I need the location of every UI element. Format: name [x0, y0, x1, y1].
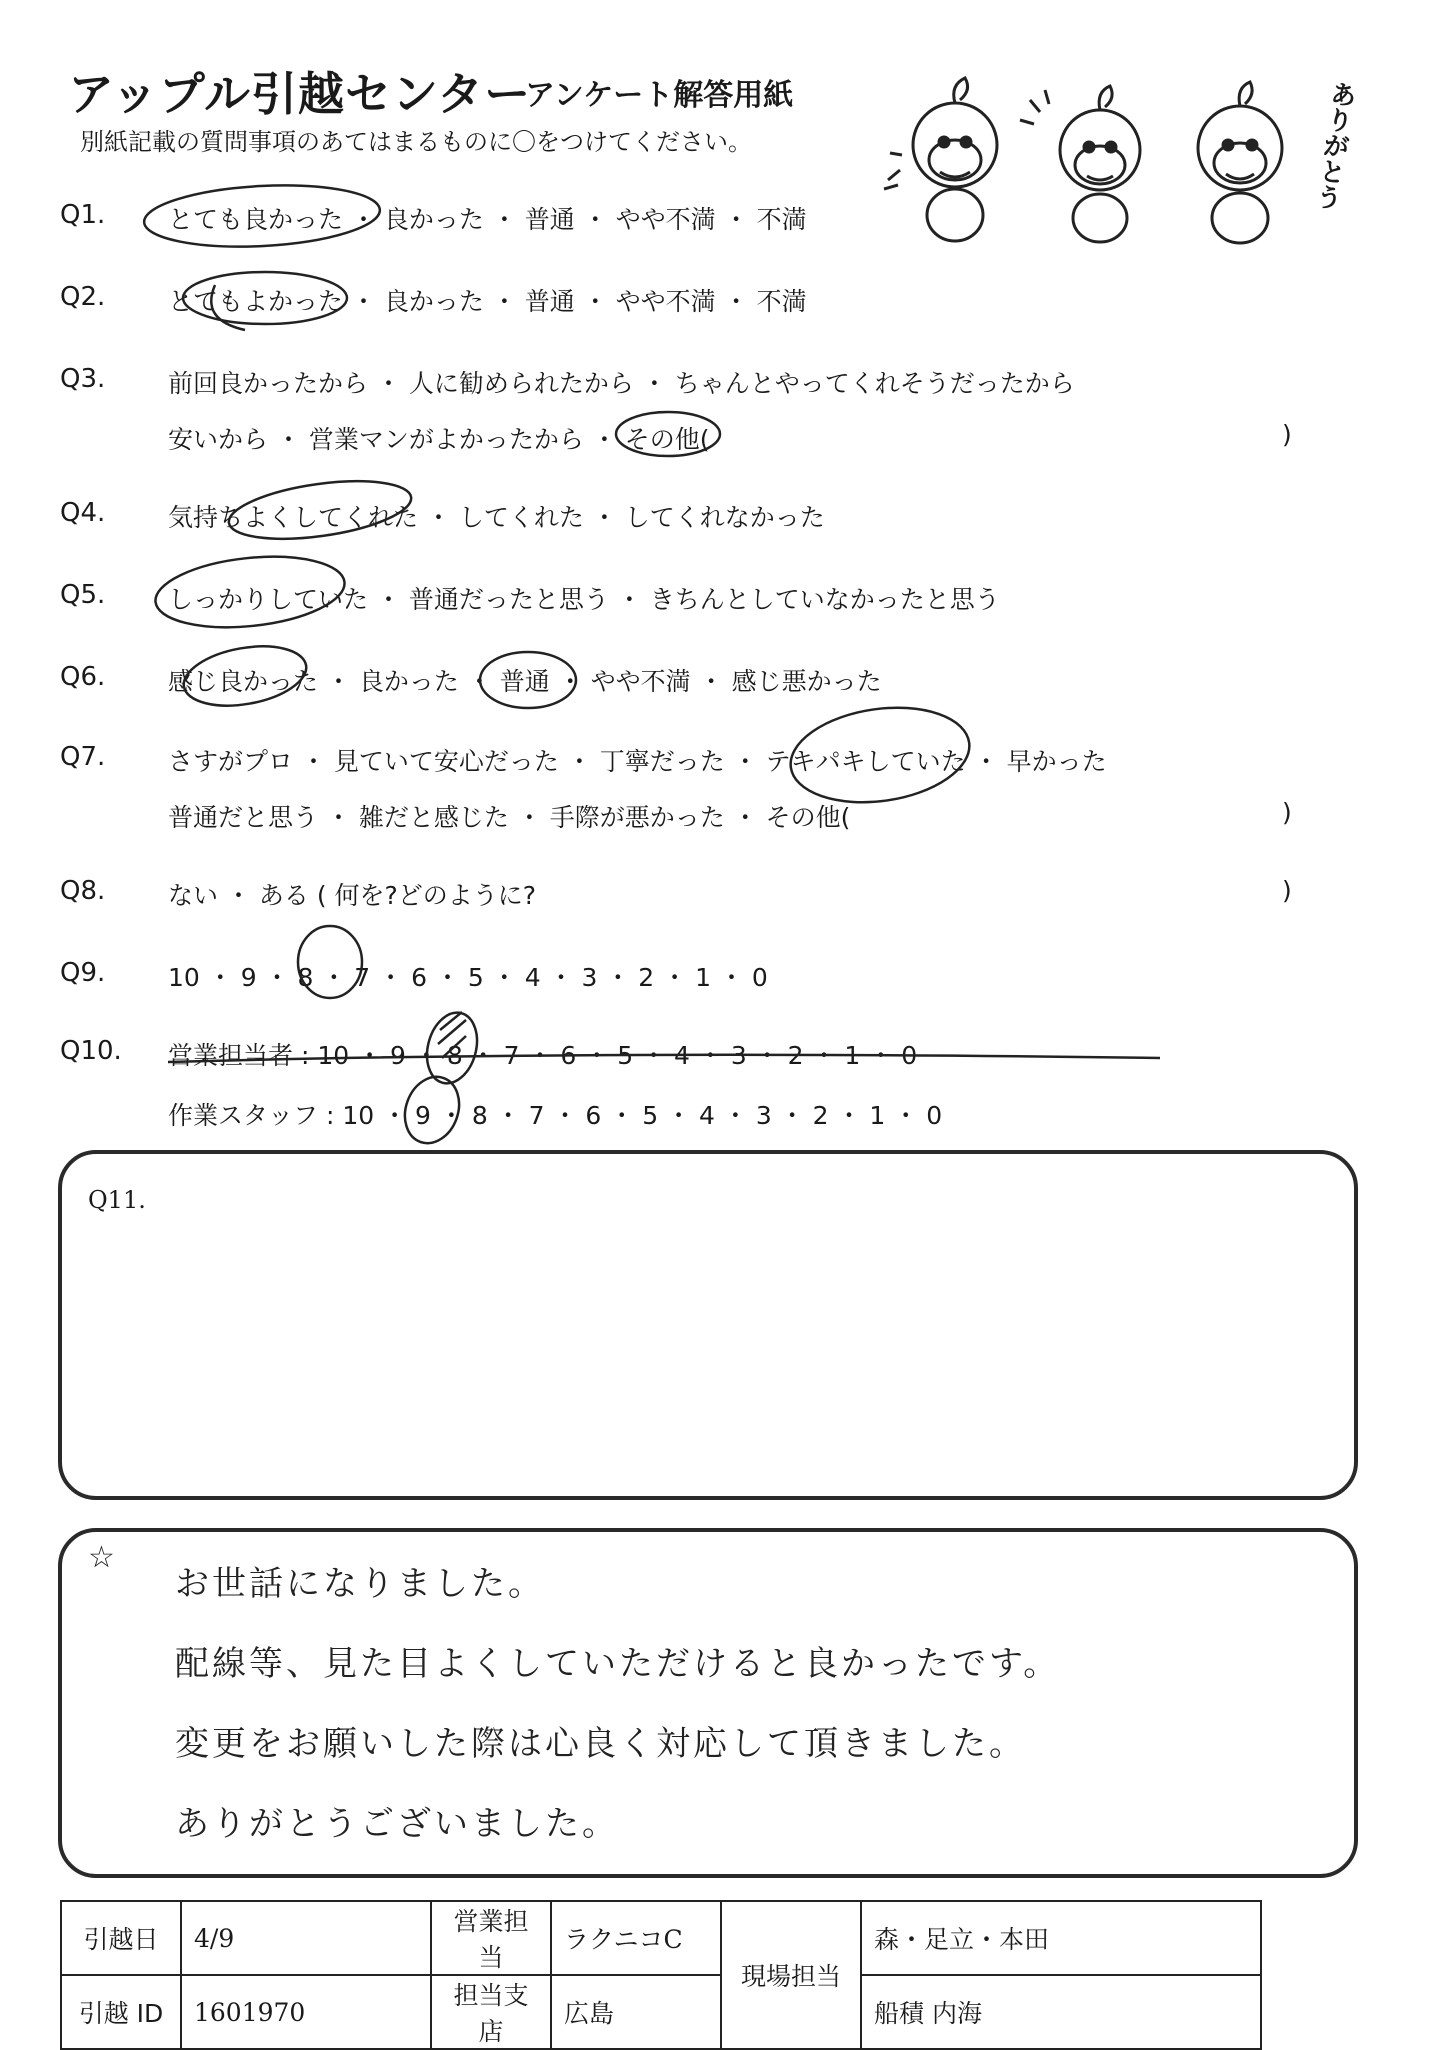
- question-number: Q3.: [60, 364, 106, 394]
- branch-value: 広島: [551, 1975, 721, 2049]
- close-paren: ): [1282, 798, 1292, 827]
- question-number: Q6.: [60, 662, 106, 692]
- q8-options: ない ・ ある ( 何を?どのように?: [168, 881, 537, 910]
- q4-options: 気持ちよくしてくれた ・ してくれた ・ してくれなかった: [168, 503, 825, 532]
- table-row: [61, 1901, 1261, 1975]
- question-number: Q7.: [60, 742, 106, 772]
- question-number: Q9.: [60, 958, 106, 988]
- question-number: Q4.: [60, 498, 106, 528]
- company-name: アップル引越センター: [68, 67, 532, 121]
- q6-options: 感じ良かった ・ 良かった ・ 普通 ・ やや不満 ・ 感じ悪かった: [168, 667, 882, 696]
- q2-options: とてもよかった ・ 良かった ・ 普通 ・ やや不満 ・ 不満: [168, 287, 807, 316]
- close-paren: ): [1282, 420, 1292, 449]
- close-paren: ): [1282, 876, 1292, 905]
- sales-rep-label: 営業担当: [431, 1901, 551, 1975]
- footer-info-table: [60, 1900, 1262, 2050]
- q5-options: しっかりしていた ・ 普通だったと思う ・ きちんとしていなかったと思う: [168, 585, 1000, 614]
- question-number: Q5.: [60, 580, 106, 610]
- q10-staff-scale: 作業スタッフ : 10 ・ 9 ・ 8 ・ 7 ・ 6 ・ 5 ・ 4 ・ 3 ・ 2 ・ 1 ・ 0: [168, 1101, 943, 1130]
- q7-options-line2: 普通だと思う ・ 雑だと感じた ・ 手際が悪かった ・ その他(: [168, 803, 851, 832]
- mascot-monkeys-illustration: [880, 60, 1350, 250]
- comment-line: 配線等、見た目よくしていただけると良かったです。: [175, 1644, 1061, 1684]
- question-number: Q2.: [60, 282, 106, 312]
- question-number: Q10.: [60, 1036, 122, 1066]
- q9-scale: 10 ・ 9 ・ 8 ・ 7 ・ 6 ・ 5 ・ 4 ・ 3 ・ 2 ・ 1 ・ 0: [168, 963, 768, 992]
- move-date-label: 引越日: [61, 1901, 181, 1975]
- sales-rep-value: ラクニコC: [551, 1901, 721, 1975]
- q3-options-line2: 安いから ・ 営業マンがよかったから ・ その他(: [168, 425, 710, 454]
- form-title: アンケート解答用紙: [525, 78, 794, 113]
- site-staff-label: 現場担当: [721, 1901, 861, 2049]
- q11-label: Q11.: [88, 1186, 146, 1214]
- branch-label: 担当支店: [431, 1975, 551, 2049]
- instruction-text: 別紙記載の質問事項のあてはまるものに〇をつけてください。: [80, 128, 752, 156]
- move-id-label: 引越 ID: [61, 1975, 181, 2049]
- site-staff-value-2: 船積 内海: [861, 1975, 1261, 2049]
- q11-comment-box: [58, 1150, 1358, 1500]
- move-date-value: 4/9: [181, 1901, 431, 1975]
- q3-options-line1: 前回良かったから ・ 人に勧められたから ・ ちゃんとやってくれそうだったから: [168, 369, 1075, 398]
- comment-line: ありがとうございました。: [175, 1804, 619, 1844]
- move-id-value: 1601970: [181, 1975, 431, 2049]
- site-staff-value-1: 森・足立・本田: [861, 1901, 1261, 1975]
- question-number: Q1.: [60, 200, 106, 230]
- q10-sales-scale: 営業担当者 : 10 ・ 9 ・ 8 ・ 7 ・ 6 ・ 5 ・ 4 ・ 3 ・ 2 ・ 1 ・ 0: [168, 1041, 918, 1070]
- table-row: [61, 1975, 1261, 2049]
- mascot-thanks-text: ありがとう: [1310, 78, 1358, 212]
- q1-options: とても良かった ・ 良かった ・ 普通 ・ やや不満 ・ 不満: [168, 205, 807, 234]
- comment-line: お世話になりました。: [175, 1564, 545, 1604]
- star-icon: ☆: [88, 1540, 115, 1575]
- question-number: Q8.: [60, 876, 106, 906]
- q7-options-line1: さすがプロ ・ 見ていて安心だった ・ 丁寧だった ・ テキパキしていた ・ 早かった: [168, 747, 1107, 776]
- comment-line: 変更をお願いした際は心良く対応して頂きました。: [175, 1724, 1026, 1764]
